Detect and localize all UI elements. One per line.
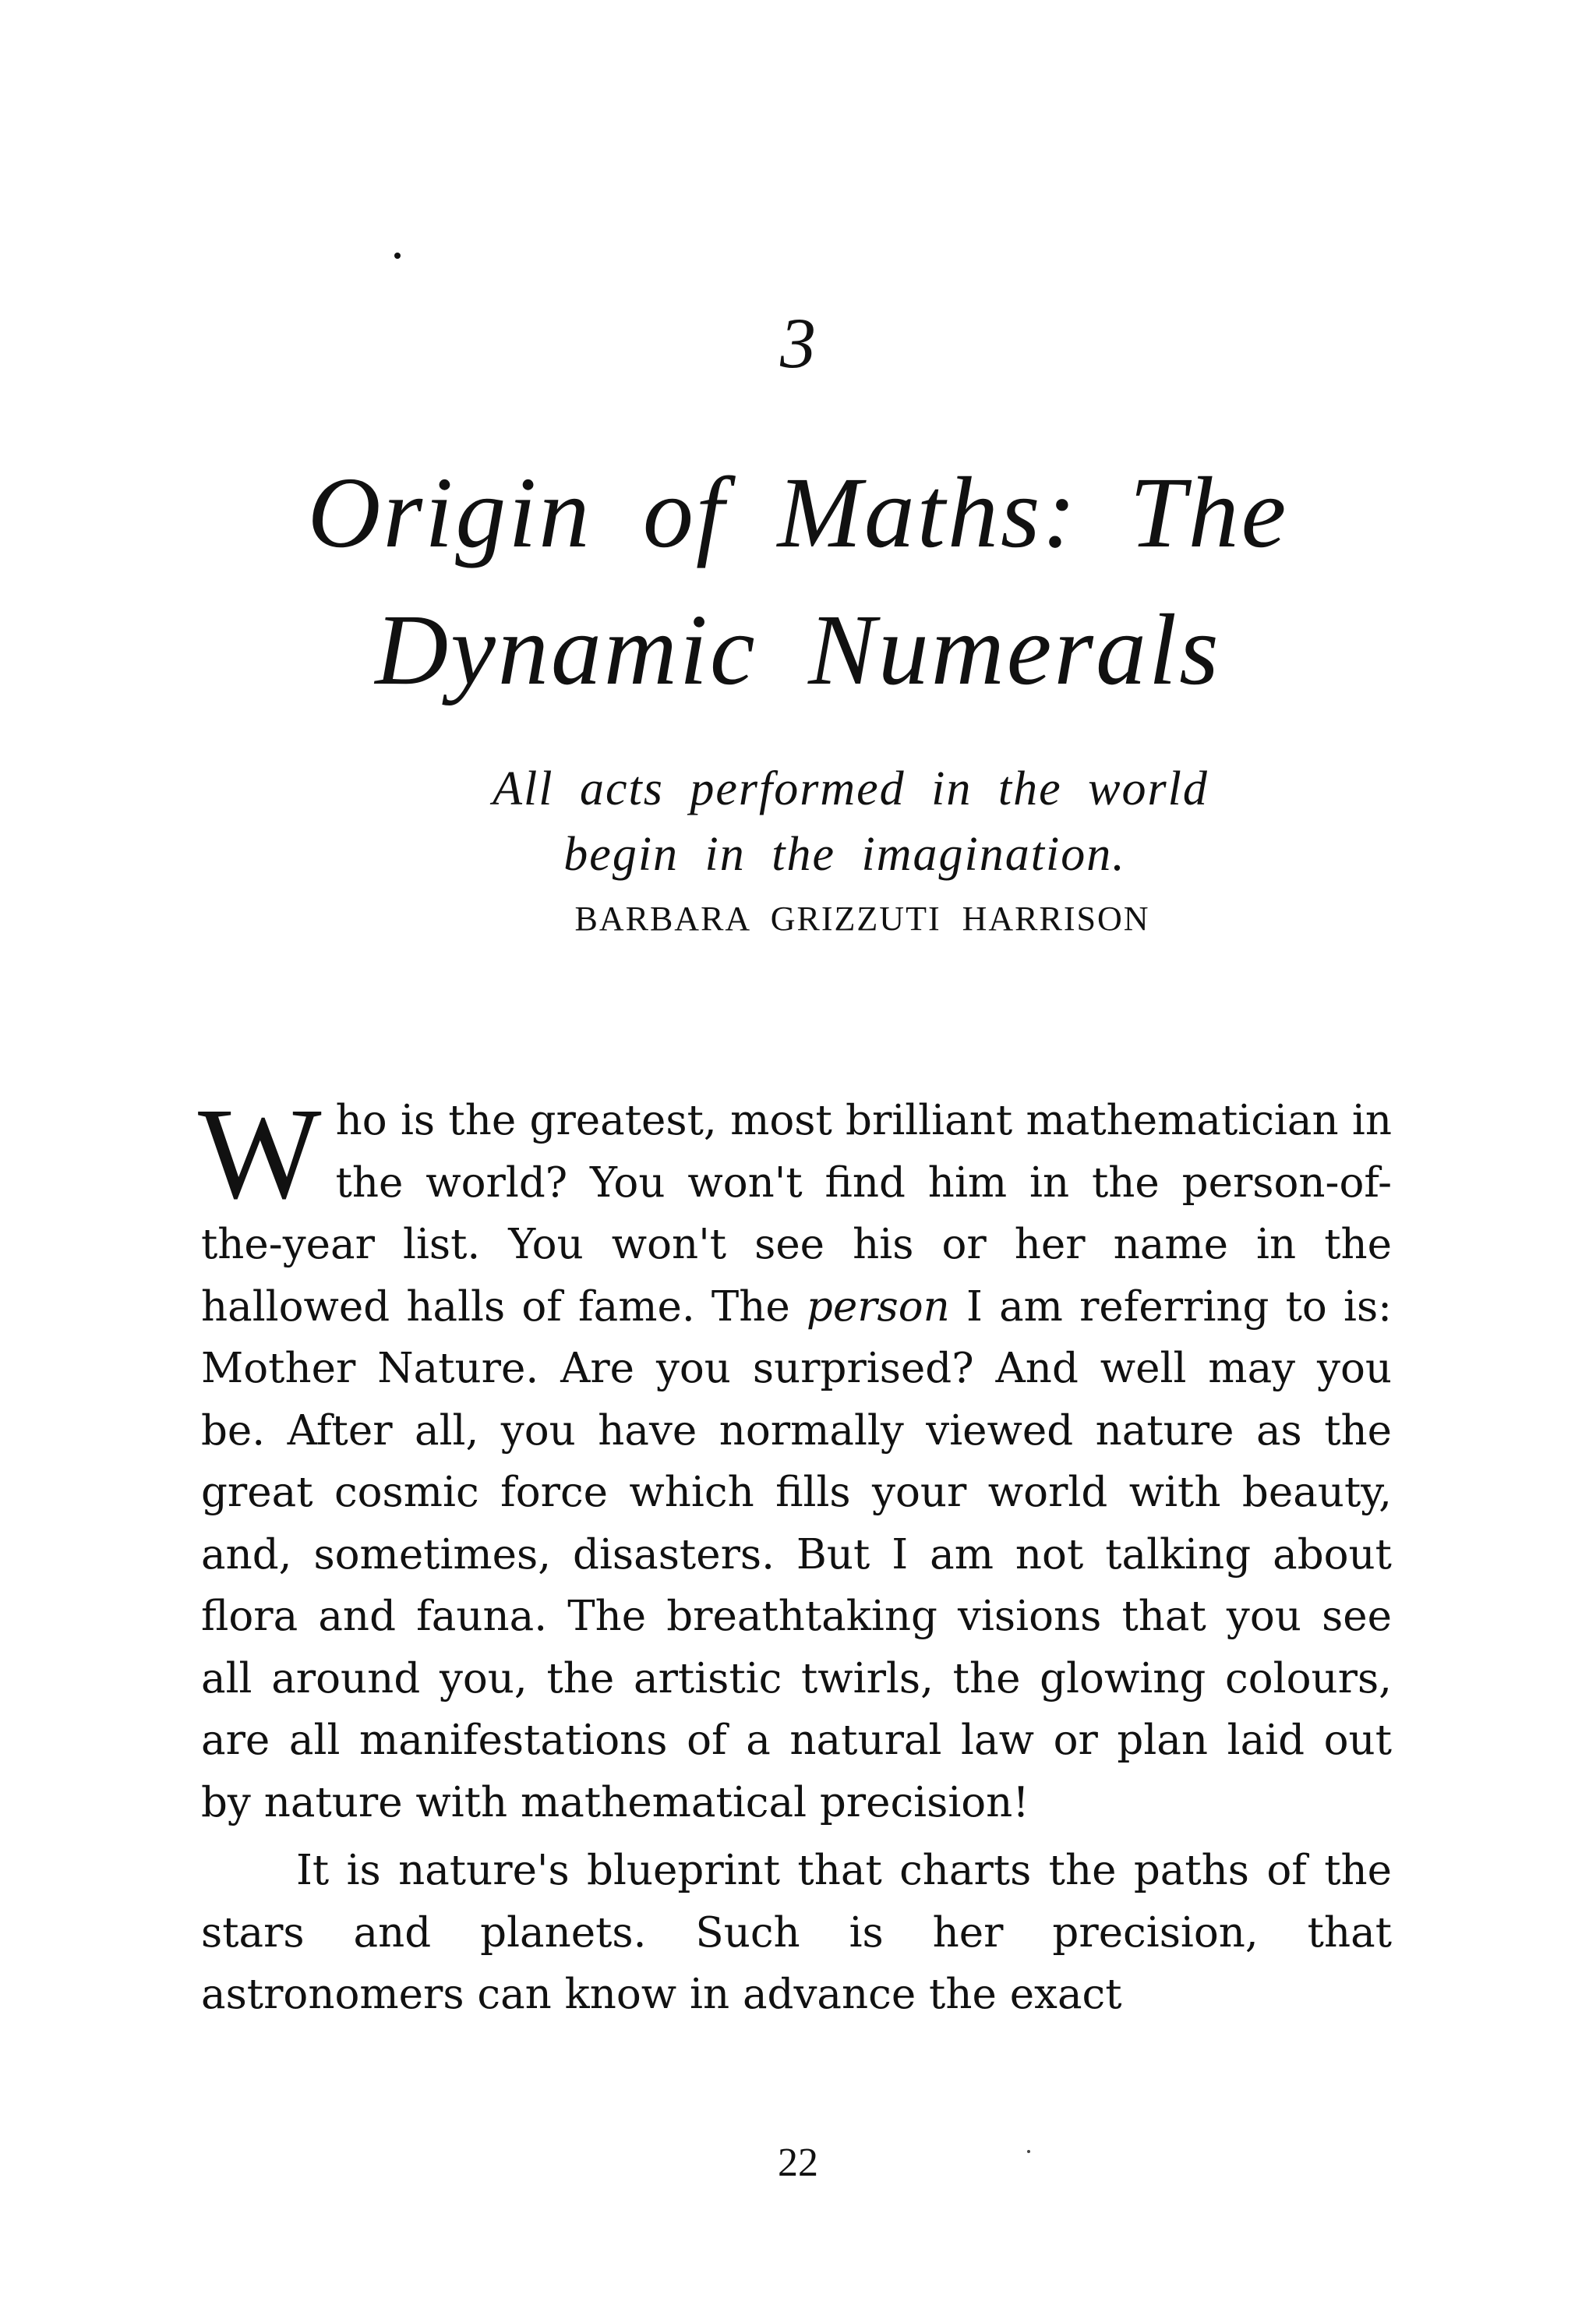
epigraph-quote-line: All acts performed in the world [493, 762, 1209, 815]
body-text [198, 1081, 1392, 2026]
scan-speck [394, 253, 401, 259]
paragraph [198, 1081, 1392, 1833]
drop-cap: W [198, 1081, 322, 1226]
emphasis-text: person [806, 1282, 950, 1331]
epigraph-quote-line: begin in the imagination. [563, 828, 1126, 881]
paragraph-text: I am referring to is: Mother Nature. Are you surprised? And well may you be. After all, you have normally viewed nature as the great cosmic force which fills your world with beauty, and, sometimes, disasters. But I am not talking about flora and fauna. The breathtaking visions that you see all around you, the artistic twirls, the glowing colours, are all manifestations of a natural law or plan laid out by nature with mathematical precision! [201, 1282, 1392, 1826]
page-number: 22 [778, 2141, 818, 2185]
paragraph-text: ho is the greatest, most brilliant mathematician in the world? You won't find him in the person-of-the-year list. You won't see his or her name in the hallowed halls of fame. The [201, 1097, 1392, 1331]
chapter-title [0, 444, 1596, 719]
chapter-title-line: Origin of Maths: The [307, 457, 1289, 569]
epigraph-author: BARBARA GRIZZUTI HARRISON [574, 900, 1150, 938]
epigraph [0, 756, 1596, 946]
paragraph: It is nature's blueprint that charts the paths of the stars and planets. Such is her precision, that astronomers can know in advance the exact [201, 1847, 1392, 2018]
chapter-number: 3 [780, 303, 816, 383]
chapter-title-line: Dynamic Numerals [375, 594, 1221, 706]
